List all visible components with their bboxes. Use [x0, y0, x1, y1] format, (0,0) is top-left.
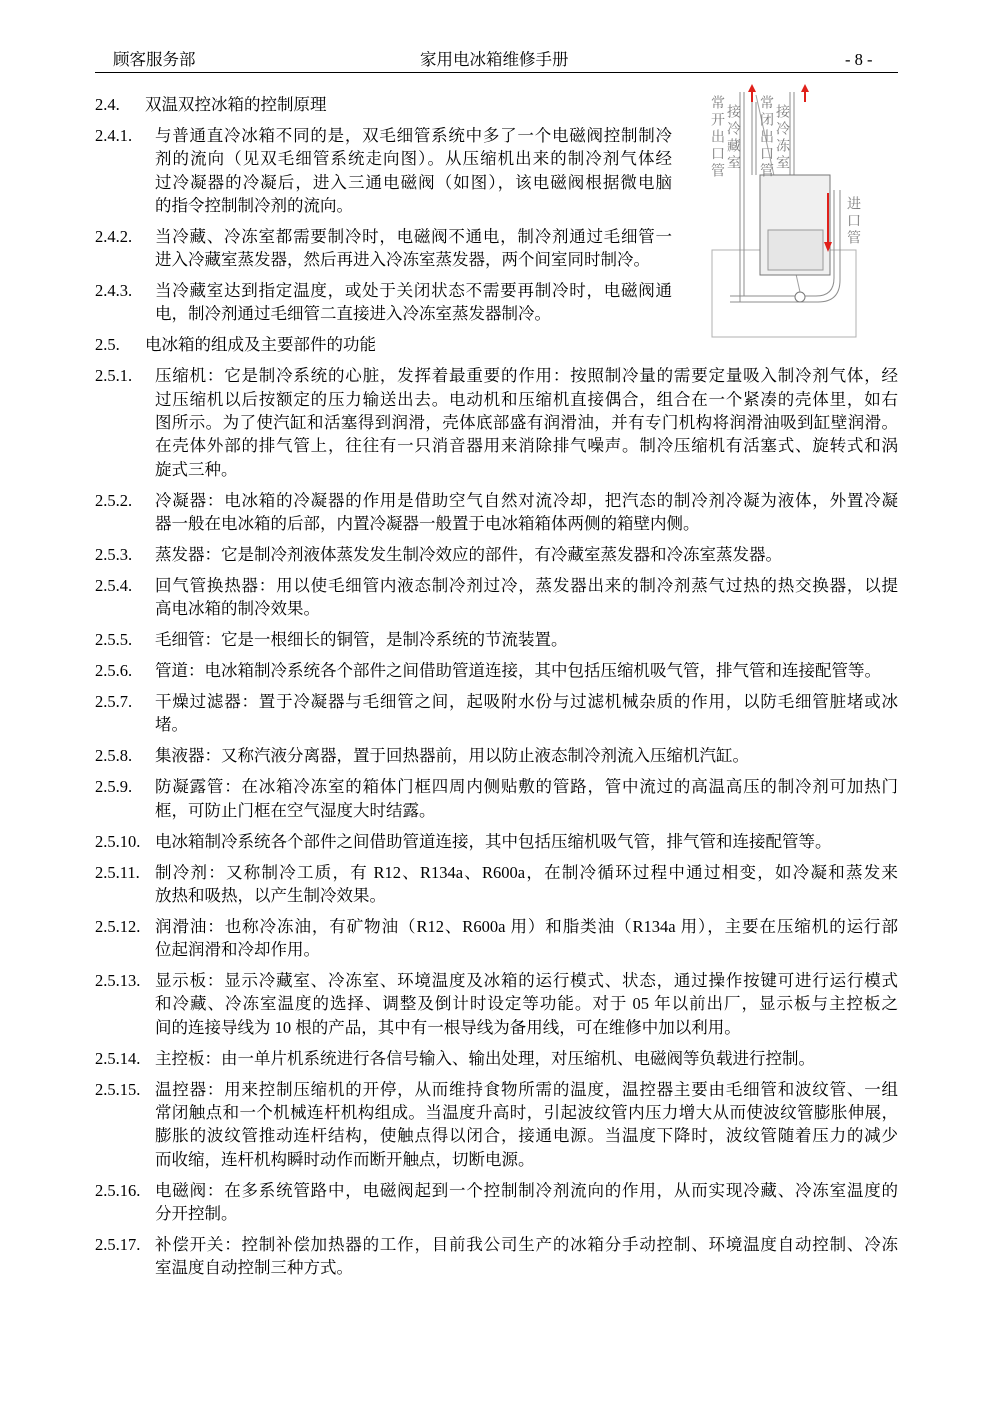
text-line: 堵。	[155, 715, 188, 735]
item-number: 2.5.10.	[95, 831, 141, 851]
label-normally-closed-outlet: 常闭出口管	[758, 95, 773, 180]
list-item	[95, 1233, 898, 1280]
section-number: 2.5.	[95, 335, 120, 355]
text-line: 当冷藏、冷冻室都需要制冷时，电磁阀不通电，制冷剂通过毛细管一	[155, 226, 672, 246]
text-line: 在壳体外部的排气管上，往往有一只消音器用来消除排气噪声。制冷压缩机有活塞式、旋转式和涡	[155, 436, 898, 456]
section	[95, 93, 898, 326]
item-text	[155, 744, 898, 767]
section-heading	[95, 93, 898, 116]
text-line: 和冷藏、冷冻室温度的选择、调整及倒计时设定等功能。对于 05 年以前出厂，显示板与主控板之	[155, 994, 898, 1014]
list-item	[95, 364, 898, 480]
text-line: 润滑油：也称冷冻油，有矿物油（R12、R600a 用）和脂类油（R134a 用），主要在压缩机的运行部	[155, 916, 898, 936]
text-line: 毛细管：它是一根细长的铜管，是制冷系统的节流装置。	[155, 630, 568, 650]
text-line: 进入冷藏室蒸发器，然后再进入冷冻室蒸发器，两个间室同时制冷。	[155, 250, 650, 270]
section-number: 2.4.	[95, 95, 120, 114]
item-number: 2.5.11.	[95, 862, 140, 882]
text-line: 主控板：由一单片机系统进行各信号输入、输出处理，对压缩机、电磁阀等负载进行控制。	[155, 1048, 815, 1068]
item-text	[155, 489, 898, 536]
item-text	[155, 225, 672, 272]
section-heading	[95, 333, 898, 356]
text-line: 电冰箱制冷系统各个部件之间借助管道连接，其中包括压缩机吸气管，排气管和连接配管等。	[155, 831, 832, 851]
item-number: 2.5.5.	[95, 630, 133, 650]
item-text	[155, 279, 672, 326]
list-item	[95, 489, 898, 536]
item-text	[155, 574, 898, 621]
item-number: 2.4.3.	[95, 281, 133, 301]
text-line: 过冷凝器的冷凝后，进入三通电磁阀（如图），该电磁阀根据微电脑	[155, 172, 672, 192]
page-header	[95, 47, 898, 73]
item-number: 2.5.4.	[95, 575, 133, 595]
text-line: 当冷藏室达到指定温度，或处于关闭状态不需要再制冷时，电磁阀通	[155, 281, 672, 301]
list-item	[95, 915, 898, 962]
item-number: 2.5.9.	[95, 777, 133, 797]
list-item	[95, 628, 898, 651]
item-text	[155, 543, 898, 566]
item-text	[155, 628, 898, 651]
list-item	[95, 279, 898, 326]
list-item	[95, 744, 898, 767]
text-line: 器一般在电冰箱的后部，内置冷凝器一般置于电冰箱箱体两侧的箱壁内侧。	[155, 513, 700, 533]
item-number: 2.5.3.	[95, 544, 133, 564]
text-line: 电磁阀：在多系统管路中，电磁阀起到一个控制制冷剂流向的作用，从而实现冷藏、冷冻室温度的	[155, 1180, 898, 1200]
document-title: 家用电冰箱维修手册	[420, 50, 569, 69]
item-number: 2.5.14.	[95, 1048, 141, 1068]
label-to-freezer: 接冷冻室	[774, 104, 789, 172]
text-line: 冷凝器：电冰箱的冷凝器的作用是借助空气自然对流冷却，把汽态的制冷剂冷凝为液体，外置冷凝	[155, 490, 898, 510]
item-number: 2.5.8.	[95, 746, 133, 766]
text-line: 剂的流向（见双毛细管系统走向图）。从压缩机出来的制冷剂气体经	[155, 149, 672, 169]
list-item	[95, 830, 898, 853]
list-item	[95, 690, 898, 737]
text-line: 蒸发器：它是制冷剂液体蒸发发生制冷效应的部件，有冷藏室蒸发器和冷冻室蒸发器。	[155, 544, 782, 564]
text-line: 防凝露管：在冰箱冷冻室的箱体门框四周内侧贴敷的管路，管中流过的高温高压的制冷剂可加热门	[155, 777, 898, 797]
item-number: 2.5.6.	[95, 661, 133, 681]
label-normally-open-outlet: 常开出口管	[709, 95, 724, 180]
list-item	[95, 1047, 898, 1070]
text-line: 压缩机：它是制冷系统的心脏，发挥着最重要的作用：按照制冷量的需要定量吸入制冷剂气体，经	[155, 366, 898, 386]
text-line: 与普通直冷冰箱不同的是，双毛细管系统中多了一个电磁阀控制制冷	[155, 125, 672, 145]
list-item	[95, 861, 898, 908]
item-number: 2.5.7.	[95, 692, 133, 712]
item-text	[155, 124, 672, 217]
text-line: 常闭触点和一个机械连杆机构组成。当温度升高时，引起波纹管内压力增大从而使波纹管膨胀伸展，	[155, 1103, 898, 1123]
text-line: 过压缩机以后按额定的压力输送出去。电动机和压缩机直接偶合，组合在一个紧凑的壳体里，如右	[155, 389, 898, 409]
item-text	[155, 1179, 898, 1226]
item-number: 2.5.12.	[95, 916, 141, 936]
list-item	[95, 1078, 898, 1171]
text-line: 图所示。为了使汽缸和活塞得到润滑，壳体底部盛有润滑油，并有专门机构将润滑油吸到缸壁润滑。	[155, 413, 898, 432]
item-number: 2.5.13.	[95, 971, 141, 991]
item-number: 2.5.2.	[95, 490, 133, 510]
text-line: 温控器：用来控制压缩机的开停，从而维持食物所需的温度，温控器主要由毛细管和波纹管、一组	[155, 1079, 898, 1099]
list-item	[95, 659, 898, 682]
text-line: 膨胀的波纹管推动连杆结构，使触点得以闭合，接通电源。当温度下降时，波纹管随着压力的减少	[155, 1126, 898, 1146]
text-line: 而收缩，连杆机构瞬时动作而断开触点，切断电源。	[155, 1149, 535, 1169]
text-line: 间的连接导线为 10 根的产品，其中有一根导线为备用线，可在维修中加以利用。	[155, 1017, 741, 1037]
section	[95, 333, 898, 1279]
section-title: 双温双控冰箱的控制原理	[145, 95, 327, 114]
item-text	[155, 364, 898, 480]
text-line: 放热和吸热，以产生制冷效果。	[155, 885, 386, 905]
text-line: 集液器：又称汽液分离器，置于回热器前，用以防止液态制冷剂流入压缩机汽缸。	[155, 746, 749, 766]
page-number: - 8 -	[845, 50, 873, 69]
item-text	[155, 861, 898, 908]
text-line: 高电冰箱的制冷效果。	[155, 599, 320, 619]
item-text	[155, 830, 898, 853]
item-text	[155, 1078, 898, 1171]
text-line: 框，可防止门框在空气湿度大时结露。	[155, 800, 436, 820]
item-number: 2.5.1.	[95, 366, 133, 386]
text-line: 补偿开关：控制补偿加热器的工作，目前我公司生产的冰箱分手动控制、环境温度自动控制、冷冻	[155, 1234, 898, 1254]
text-line: 分开控制。	[155, 1203, 238, 1223]
item-number: 2.4.2.	[95, 226, 133, 246]
text-line: 回气管换热器：用以使毛细管内液态制冷剂过冷，蒸发器出来的制冷剂蒸气过热的热交换器，以提	[155, 575, 898, 595]
text-line: 电，制冷剂通过毛细管二直接进入冷冻室蒸发器制冷。	[155, 304, 551, 324]
list-item	[95, 969, 898, 1039]
list-item	[95, 543, 898, 566]
item-number: 2.5.16.	[95, 1180, 141, 1200]
list-item	[95, 775, 898, 822]
text-line: 位起润滑和冷却作用。	[155, 940, 320, 960]
item-number: 2.5.17.	[95, 1234, 141, 1254]
item-number: 2.5.15.	[95, 1079, 141, 1099]
list-item	[95, 574, 898, 621]
list-item	[95, 124, 898, 217]
list-item	[95, 1179, 898, 1226]
item-text	[155, 775, 898, 822]
section-title: 电冰箱的组成及主要部件的功能	[145, 335, 376, 355]
item-text	[155, 969, 898, 1039]
text-line: 的指令控制制冷剂的流向。	[155, 195, 353, 215]
item-text	[155, 1047, 898, 1070]
document-body	[95, 93, 898, 1287]
item-text	[155, 915, 898, 962]
item-text	[155, 1233, 898, 1280]
text-line: 干燥过滤器：置于冷凝器与毛细管之间，起吸附水份与过滤机械杂质的作用，以防毛细管脏堵或冰	[155, 692, 898, 712]
item-number: 2.4.1.	[95, 125, 133, 145]
text-line: 制冷剂：又称制冷工质，有 R12、R134a、R600a，在制冷循环过程中通过相变，如冷凝和蒸发来	[155, 862, 898, 882]
list-item	[95, 225, 898, 272]
text-line: 显示板：显示冷藏室、冷冻室、环境温度及冰箱的运行模式、状态，通过操作按键可进行运行模式	[155, 971, 898, 991]
text-line: 室温度自动控制三种方式。	[155, 1258, 353, 1278]
text-line: 管道：电冰箱制冷系统各个部件之间借助管道连接，其中包括压缩机吸气管，排气管和连接配管等。	[155, 661, 881, 681]
item-text	[155, 659, 898, 682]
text-line: 旋式三种。	[155, 459, 238, 479]
item-text	[155, 690, 898, 737]
label-inlet: 进口管	[845, 196, 860, 247]
label-to-fridge: 接冷藏室	[725, 104, 740, 172]
department-name: 顾客服务部	[113, 50, 196, 69]
